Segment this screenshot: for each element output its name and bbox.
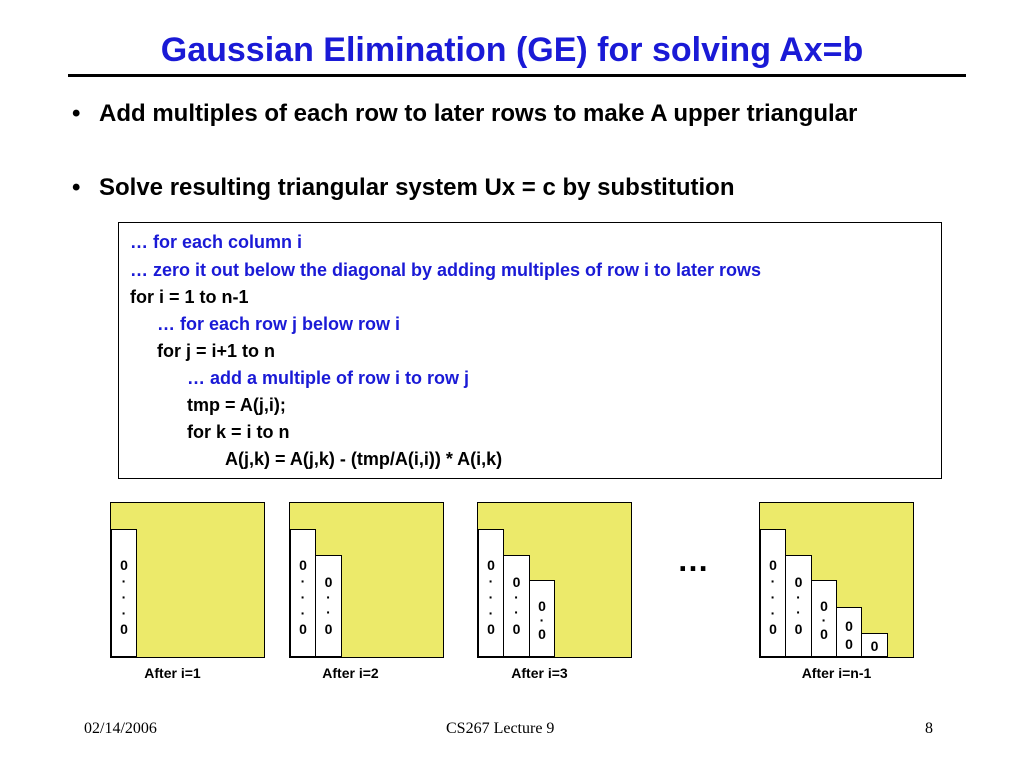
zero-label: 0 (512, 574, 521, 590)
zero-label: 0 (820, 598, 828, 614)
zero-column (785, 555, 812, 657)
dot-label: · (300, 589, 306, 605)
dot-label: · (326, 589, 331, 605)
zero-label: 0 (120, 621, 128, 637)
zero-label: 0 (120, 557, 128, 573)
matrix-after-i1 (110, 502, 265, 658)
zero-label: 0 (487, 621, 495, 637)
code-comment: … for each row j below row i (157, 314, 401, 334)
zero-label: 0 (324, 621, 333, 637)
dot-label: · (770, 573, 776, 589)
zero-label: 0 (845, 618, 853, 634)
zero-label: 0 (769, 557, 777, 573)
zero-label: 0 (299, 557, 307, 573)
bullet-2-text: Solve resulting triangular system Ux = c by substitution (99, 174, 735, 201)
footer-course: CS267 Lecture 9 (446, 720, 555, 737)
matrix-after-i2 (289, 502, 444, 658)
zero-label: 0 (538, 598, 546, 614)
zero-label: 0 (299, 621, 307, 637)
dot-label: · (300, 573, 306, 589)
code-comment: … for each column i (130, 232, 303, 252)
footer-date: 02/14/2006 (84, 720, 157, 737)
zero-column (760, 529, 786, 657)
zero-column (836, 607, 862, 657)
zero-label: 0 (324, 574, 333, 590)
code-line: for i = 1 to n-1 (130, 287, 249, 307)
dot-label: · (796, 604, 801, 620)
zero-column (478, 529, 504, 657)
zero-label: 0 (487, 557, 495, 573)
dot-label: · (796, 589, 801, 605)
dot-label: · (514, 589, 519, 605)
code-line: tmp = A(j,i); (187, 395, 286, 415)
bullet-1-text: Add multiples of each row to later rows to make A upper triangular (99, 100, 858, 127)
code-line: for j = i+1 to n (157, 341, 276, 361)
dot-label: · (326, 604, 331, 620)
code-line: for k = i to n (187, 422, 290, 442)
dot-label: · (121, 589, 127, 605)
dot-label: · (121, 605, 127, 621)
zero-label: 0 (845, 636, 853, 652)
zero-column (315, 555, 342, 657)
dot-label: · (770, 605, 776, 621)
bullet-glyph: • (72, 100, 81, 127)
zero-label: 0 (870, 638, 879, 654)
caption-after-i2: After i=2 (322, 665, 379, 681)
slide-title: Gaussian Elimination (GE) for solving Ax=b (160, 31, 864, 69)
matrix-after-i3 (477, 502, 632, 658)
zero-label: 0 (512, 621, 521, 637)
dot-label: · (514, 604, 519, 620)
bullet-glyph: • (72, 174, 81, 201)
matrix-after-in-1 (759, 502, 914, 658)
caption-after-i3: After i=3 (511, 665, 568, 681)
dot-label: · (121, 573, 127, 589)
dot-label: · (539, 612, 545, 628)
zero-column (503, 555, 530, 657)
code-line: A(j,k) = A(j,k) - (tmp/A(i,i)) * A(i,k) (225, 449, 503, 469)
dot-label: · (770, 589, 776, 605)
dot-label: · (300, 605, 306, 621)
zero-column (111, 529, 137, 657)
pseudocode-box (118, 222, 942, 479)
zero-column (290, 529, 316, 657)
caption-after-in-1: After i=n-1 (801, 665, 872, 681)
dot-label: · (821, 612, 827, 628)
zero-column (811, 580, 837, 657)
dot-label: · (488, 573, 494, 589)
zero-label: 0 (794, 621, 803, 637)
code-comment: … zero it out below the diagonal by adding multiples of row i to later rows (130, 260, 762, 280)
caption-after-i1: After i=1 (144, 665, 201, 681)
title-divider (68, 74, 966, 77)
zero-column (861, 633, 888, 657)
zero-label: 0 (820, 626, 828, 642)
dot-label: · (488, 589, 494, 605)
code-comment: … add a multiple of row i to row j (187, 368, 470, 388)
zero-column (529, 580, 555, 657)
zero-label: 0 (794, 574, 803, 590)
footer-page-number: 8 (925, 720, 933, 737)
ellipsis: … (677, 542, 709, 578)
zero-label: 0 (538, 626, 546, 642)
dot-label: · (488, 605, 494, 621)
zero-label: 0 (769, 621, 777, 637)
